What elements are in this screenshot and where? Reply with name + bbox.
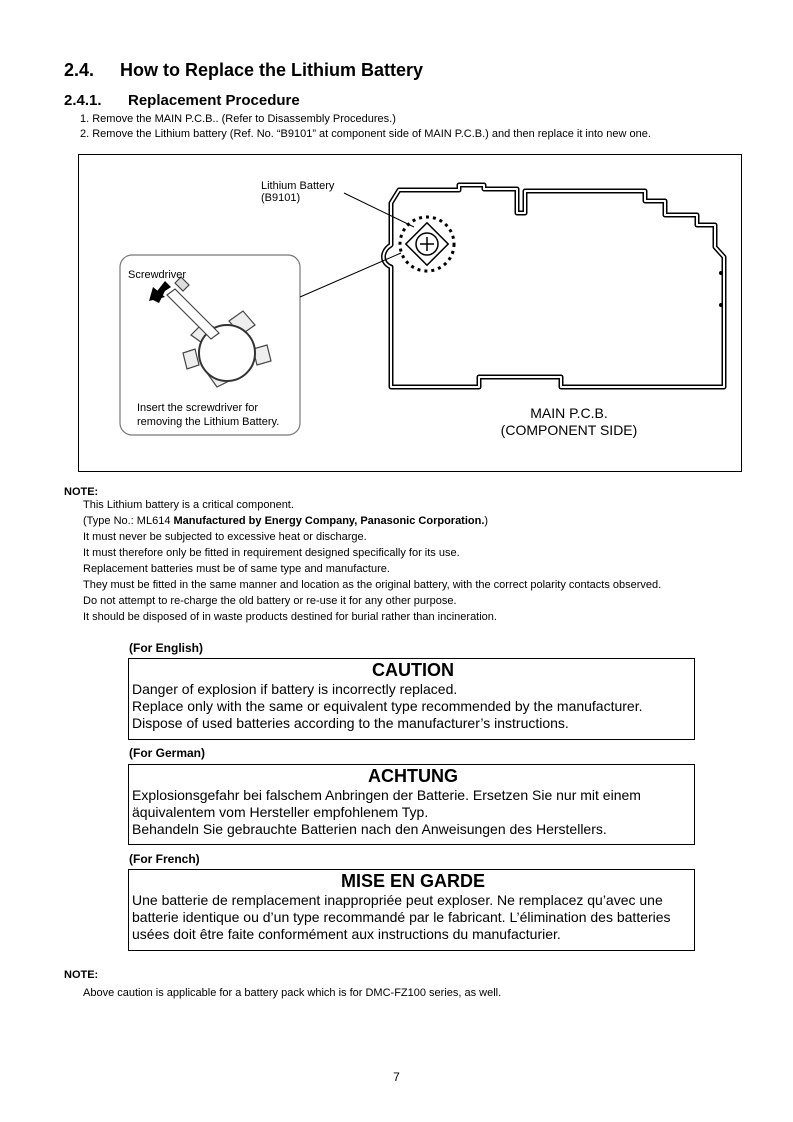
caution-english-line-2: Replace only with the same or equivalent type recommended by the manufacturer.	[132, 698, 643, 714]
battery-leader-line	[344, 193, 414, 227]
caution-french-line-1: Une batterie de remplacement inappropriée peut exploser. Ne remplacez qu’avec une	[132, 892, 663, 908]
caution-english-line-3: Dispose of used batteries according to the manufacturer’s instructions.	[132, 715, 569, 731]
caution-german-line-1: Explosionsgefahr bei falschem Anbringen der Batterie. Ersetzen Sie nur mit einem	[132, 787, 641, 803]
caution-box-english	[128, 658, 695, 740]
lang-label-english: (For English)	[129, 641, 203, 655]
note-1-line-6: They must be fitted in the same manner and location as the original battery, with the correct polarity contacts observed.	[83, 579, 662, 591]
note-1-line-8: It should be disposed of in waste products destined for burial rather than incineration.	[83, 611, 497, 623]
board-label	[479, 405, 659, 439]
note-1-line-7: Do not attempt to re-charge the old battery or re-use it for any other purpose.	[83, 595, 457, 607]
battery-holder	[406, 223, 448, 265]
battery-label-line-1: Lithium Battery	[261, 180, 335, 192]
inset-caption	[137, 401, 279, 429]
caution-german-line-3: Behandeln Sie gebrauchte Batterien nach den Anweisungen des Herstellers.	[132, 821, 607, 837]
type-suffix: )	[484, 515, 489, 527]
note-1-label: NOTE:	[64, 486, 99, 498]
inset-caption-line-2: removing the Lithium Battery.	[137, 416, 280, 428]
subsection-heading	[64, 92, 300, 109]
caution-box-french	[128, 869, 695, 951]
board-label-line-1: MAIN P.C.B.	[530, 405, 608, 421]
inset-caption-line-1: Insert the screwdriver for	[137, 402, 259, 414]
procedure-steps	[80, 112, 651, 142]
caution-english-line-1: Danger of explosion if battery is incorrectly replaced.	[132, 681, 458, 697]
main-pcb-outline-inner	[384, 185, 725, 387]
section-heading	[64, 60, 423, 81]
step-1: 1. Remove the MAIN P.C.B.. (Refer to Disassembly Procedures.)	[80, 113, 396, 125]
battery-location-figure	[78, 154, 742, 472]
caution-german-line-2: äquivalentem vom Hersteller empfohlenem Typ.	[132, 804, 429, 820]
section-number: 2.4.	[64, 60, 95, 80]
page-number: 7	[393, 1070, 400, 1084]
section-title: How to Replace the Lithium Battery	[120, 60, 424, 80]
note-1-line-5: Replacement batteries must be of same type and manufacture.	[83, 563, 390, 575]
screwdriver-label: Screwdriver	[128, 269, 187, 281]
note-2-text: Above caution is applicable for a battery pack which is for DMC-FZ100 series, as well.	[83, 987, 502, 999]
manufacturer-text: Manufactured by Energy Company, Panasonic Corporation.	[173, 515, 485, 527]
caution-title-german: ACHTUNG	[368, 766, 458, 786]
caution-title-french: MISE EN GARDE	[340, 871, 486, 891]
inset-connector-line	[300, 253, 401, 297]
type-prefix: (Type No.: ML614	[83, 515, 174, 527]
note-1-type-line	[83, 513, 661, 529]
battery-label	[261, 180, 334, 204]
lang-label-french: (For French)	[129, 852, 200, 866]
note-2-label: NOTE:	[64, 969, 99, 981]
caution-title-english: CAUTION	[372, 660, 454, 680]
note-1-line-3: It must never be subjected to excessive heat or discharge.	[83, 531, 367, 543]
note-1-body	[83, 497, 661, 625]
board-label-line-2: (COMPONENT SIDE)	[500, 422, 638, 438]
caution-french-line-2: batterie identique ou d’un type recommandé par le fabricant. L’élimination des batteries	[132, 909, 671, 925]
note-1-line-4: It must therefore only be fitted in requirement designed specifically for its use.	[83, 547, 460, 559]
battery-label-line-2: (B9101)	[261, 192, 301, 204]
caution-box-german	[128, 764, 695, 845]
subsection-title: Replacement Procedure	[128, 92, 300, 109]
subsection-number: 2.4.1.	[64, 92, 102, 109]
lang-label-german: (For German)	[129, 746, 206, 760]
note-1-line-1: This Lithium battery is a critical component.	[83, 499, 294, 511]
step-2: 2. Remove the Lithium battery (Ref. No. “B9101” at component side of MAIN P.C.B.) and then replace it into new one.	[80, 128, 651, 140]
caution-french-line-3: usées doit être faite conformément aux instructions du manufacturier.	[132, 926, 561, 942]
